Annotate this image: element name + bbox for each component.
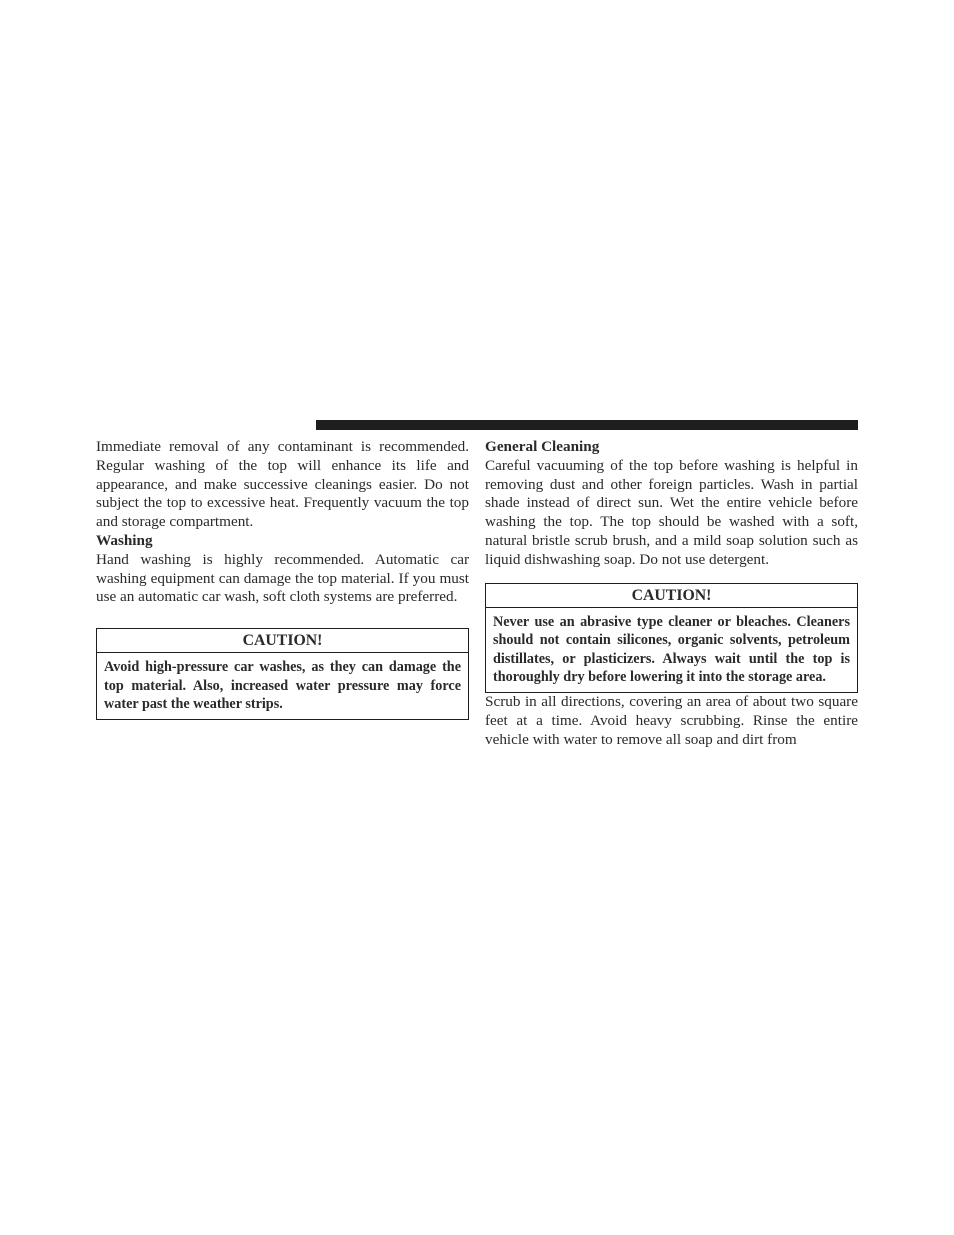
caution-text: Never use an abrasive type cleaner or bleaches. Cleaners should not contain silicones, organic solvents, petroleum distillates, or plasticizers. Always wait until the top is thoroughly dry before lowering it into the storage area. (493, 613, 850, 686)
general-cleaning-paragraph: Careful vacuuming of the top before washing is helpful in removing dust and other foreign particles. Wash in partial shade instead of direct sun. Wet the entire vehicle before washing the top. The top should be washed with a soft, natural bristle scrub brush, and a mild soap solution such as liquid dishwashing soap. Do not use detergent. (485, 456, 858, 568)
washing-heading: Washing (96, 531, 153, 549)
left-column (96, 438, 469, 720)
caution-title: CAUTION! (486, 584, 857, 608)
intro-paragraph: Immediate removal of any contaminant is recommended. Regular washing of the top will enhance its life and appearance, and make successive cleanings easier. Do not subject the top to excessive heat. Frequently vacuum the top and storage compartment. (96, 438, 469, 531)
section-header-rule (316, 420, 858, 430)
caution-title: CAUTION! (97, 629, 468, 653)
scrub-paragraph: Scrub in all directions, covering an area of about two square feet at a time. Avoid heavy scrubbing. Rinse the entire vehicle with water to remove all soap and dirt from (485, 692, 858, 748)
caution-box-cleaners (485, 583, 858, 693)
washing-paragraph: Hand washing is highly recommended. Automatic car washing equipment can damage the top material. If you must use an automatic car wash, soft cloth systems are preferred. (96, 550, 469, 606)
caution-box-washing (96, 628, 469, 720)
caution-text: Avoid high-pressure car washes, as they can damage the top material. Also, increased water pressure may force water past the weather strips. (104, 659, 461, 713)
right-column (485, 438, 858, 749)
general-cleaning-heading: General Cleaning (485, 438, 600, 455)
